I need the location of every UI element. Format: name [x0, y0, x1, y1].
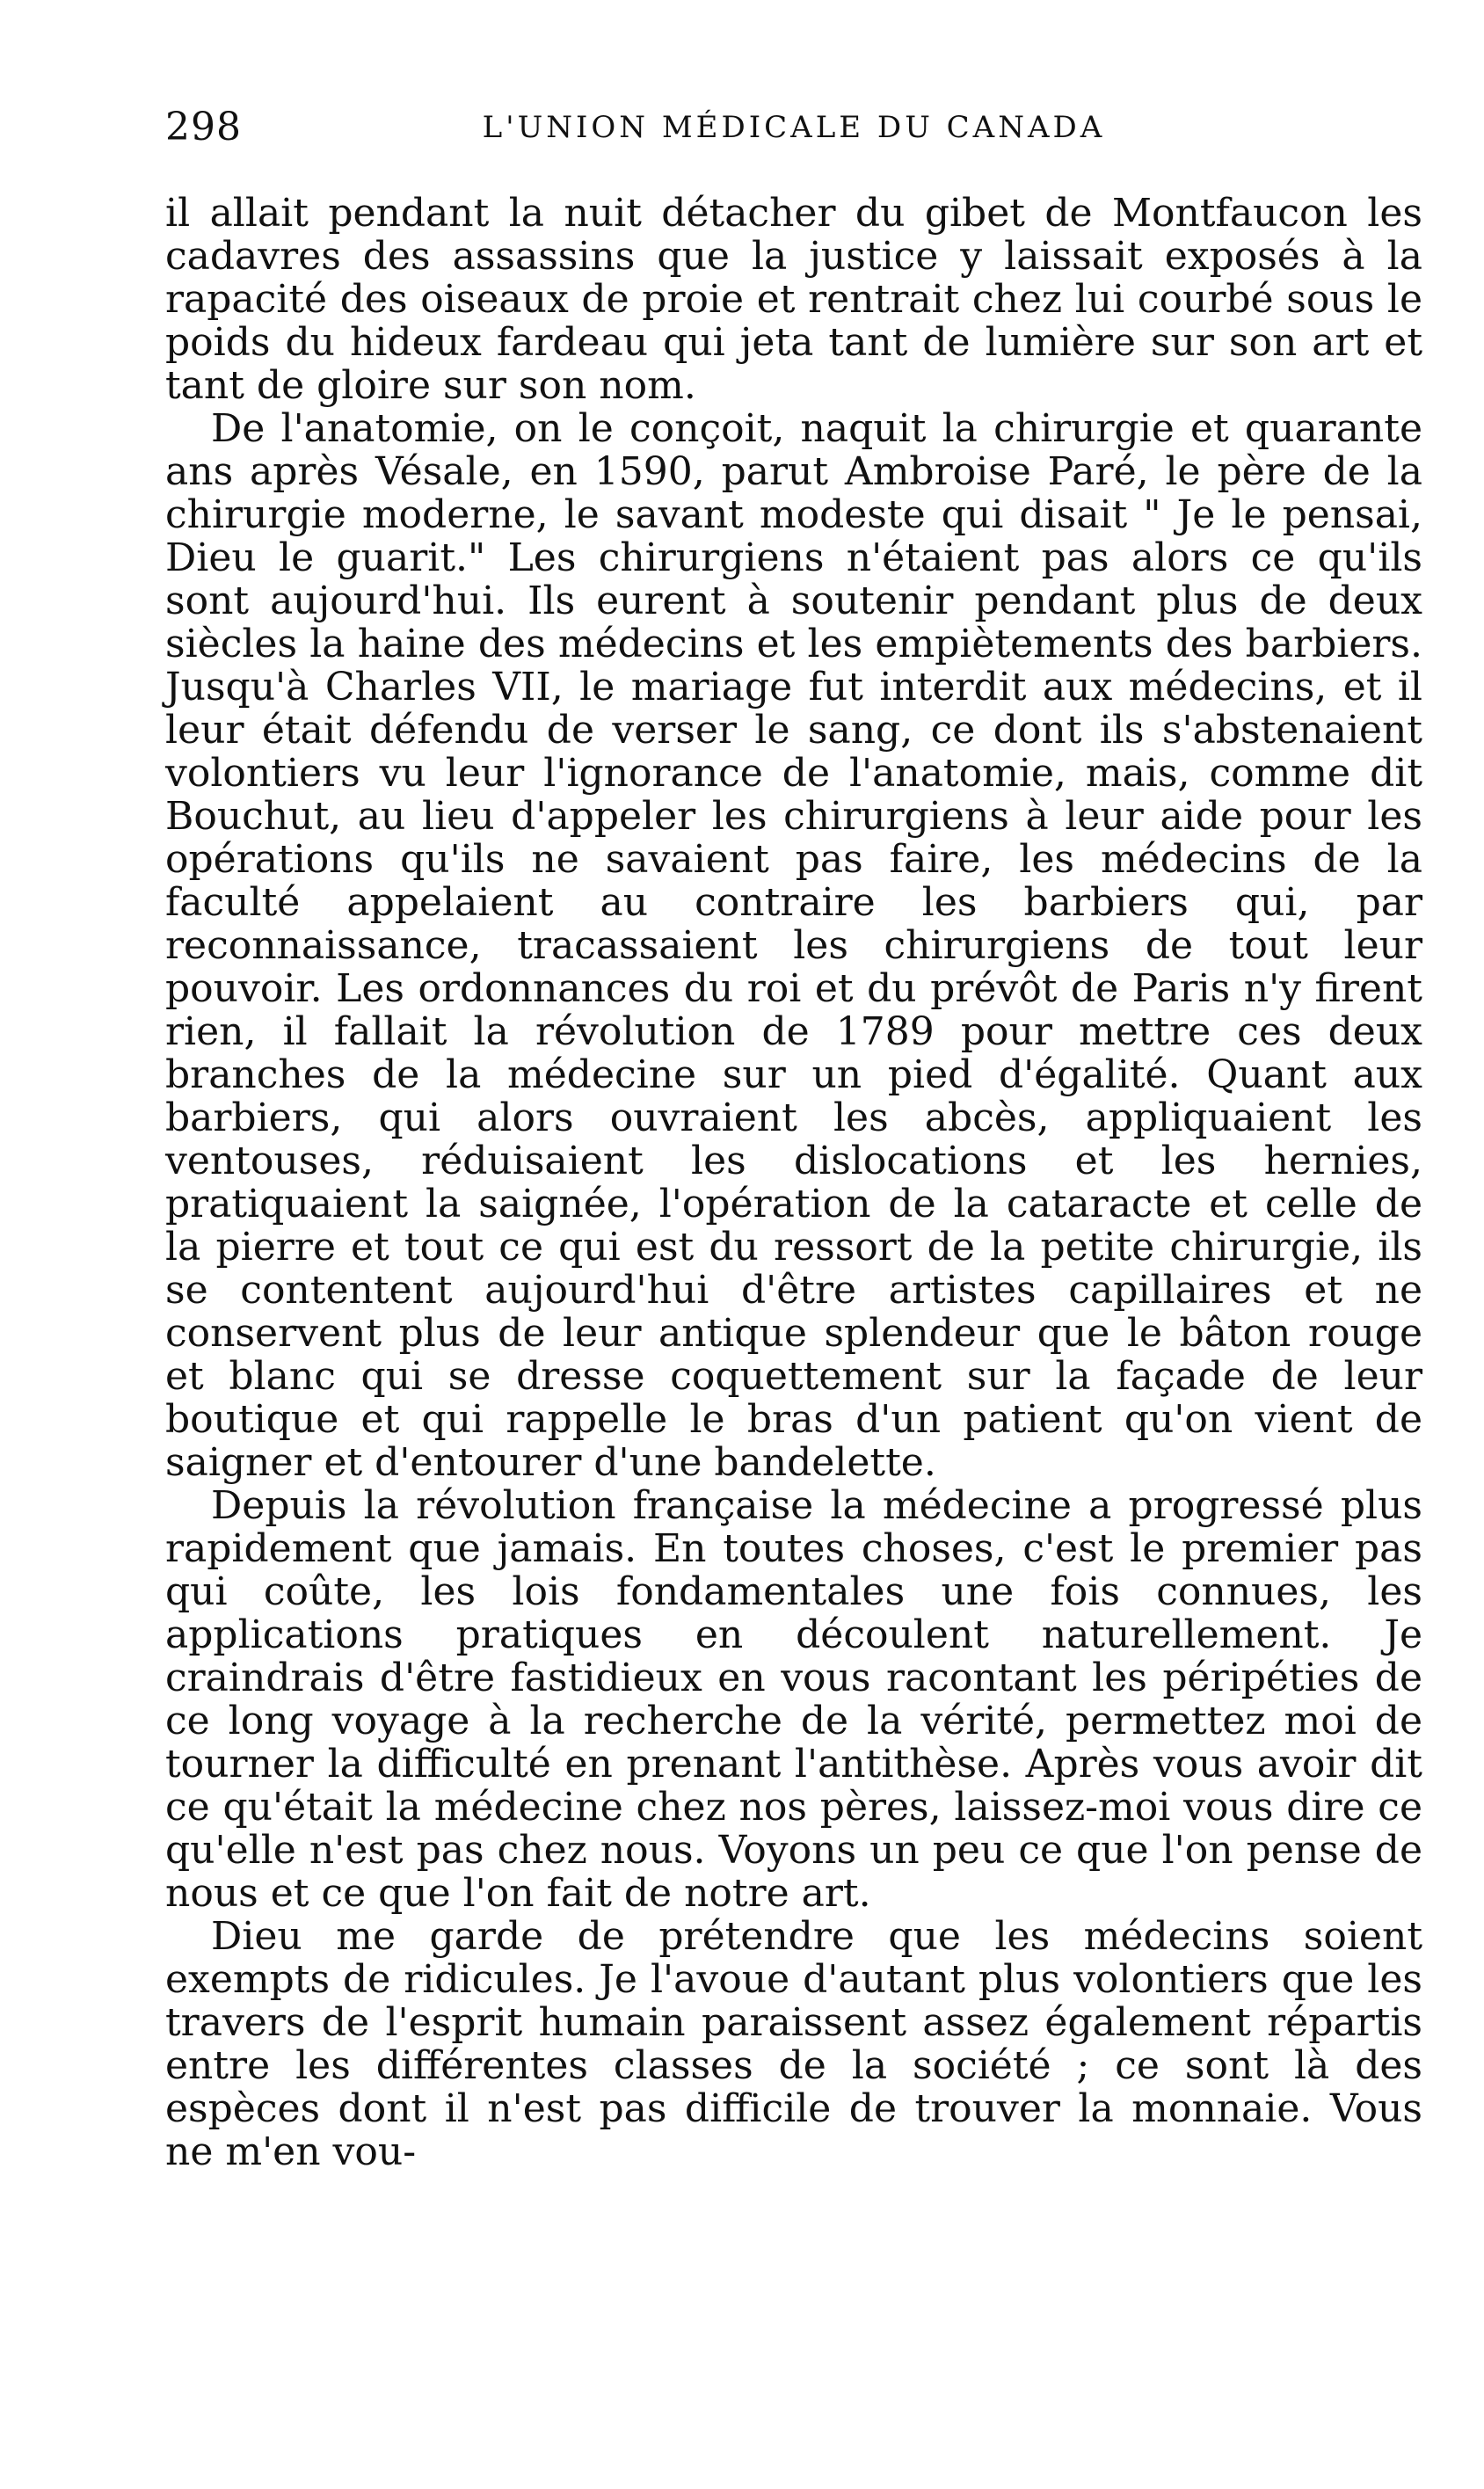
page-header — [165, 97, 1422, 158]
paragraph: Dieu me garde de prétendre que les médecins soient exempts de ridicules. Je l'avoue d'autant plus volontiers que les travers de l'esprit humain paraissent assez également répartis entre les différentes classes de la société ; ce sont là des espèces dont il n'est pas difficile de trouver la monnaie. Vous ne m'en vou- — [165, 1914, 1422, 2174]
paragraph: Depuis la révolution française la médecine a progressé plus rapidement que jamais. En toutes choses, c'est le premier pas qui coûte, les lois fondamentales une fois connues, les applications pratiques en découlent naturellement. Je craindrais d'être fastidieux en vous racontant les péripéties de ce long voyage à la recherche de la vérité, permettez moi de tourner la difficulté en prenant l'antithèse. Après vous avoir dit ce qu'était la médecine chez nos pères, laissez-moi vous dire ce qu'elle n'est pas chez nous. Voyons un peu ce que l'on pense de nous et ce que l'on fait de notre art. — [165, 1483, 1422, 1916]
page-number: 298 — [165, 105, 242, 149]
running-title: L'UNION MÉDICALE DU CANADA — [482, 110, 1106, 145]
paragraph: De l'anatomie, on le conçoit, naquit la chirurgie et quarante ans après Vésale, en 1590, parut Ambroise Paré, le père de la chirurgie moderne, le savant modeste qui disait " Je le pensai, Dieu le guarit." Les chirurgiens n'étaient pas alors ce qu'ils sont aujourd'hui. Ils eurent à soutenir pendant plus de deux siècles la haine des médecins et les empiètements des barbiers. Jusqu'à Charles VII, le mariage fut interdit aux médecins, et il leur était défendu de verser le sang, ce dont ils s'abstenaient volontiers vu leur l'ignorance de l'anatomie, mais, comme dit Bouchut, au lieu d'appeler les chirurgiens à leur aide pour les opérations qu'ils ne savaient pas faire, les médecins de la faculté appelaient au contraire les barbiers qui, par reconnaissance, tracassaient les chirurgiens de tout leur pouvoir. Les ordonnances du roi et du prévôt de Paris n'y firent rien, il fallait la révolution de 1789 pour mettre ces deux branches de la médecine sur un pied d'égalité. Quant aux barbiers, qui alors ouvraient les abcès, appliquaient les ventouses, réduisaient les dislocations et les hernies, pratiquaient la saignée, l'opération de la cataracte et celle de la pierre et tout ce qui est du ressort de la petite chirurgie, ils se contentent aujourd'hui d'être artistes capillaires et ne conservent plus de leur antique splendeur que le bâton rouge et blanc qui se dresse coquettement sur la façade de leur boutique et qui rappelle le bras d'un patient qu'on vient de saigner et d'entourer d'une bandelette. — [165, 406, 1422, 1485]
page-body — [165, 192, 1422, 2173]
book-page — [165, 97, 1422, 2173]
paragraph: il allait pendant la nuit détacher du gibet de Montfaucon les cadavres des assassins que la justice y laissait exposés à la rapacité des oiseaux de proie et rentrait chez lui courbé sous le poids du hideux fardeau qui jeta tant de lumière sur son art et tant de gloire sur son nom. — [165, 191, 1422, 408]
